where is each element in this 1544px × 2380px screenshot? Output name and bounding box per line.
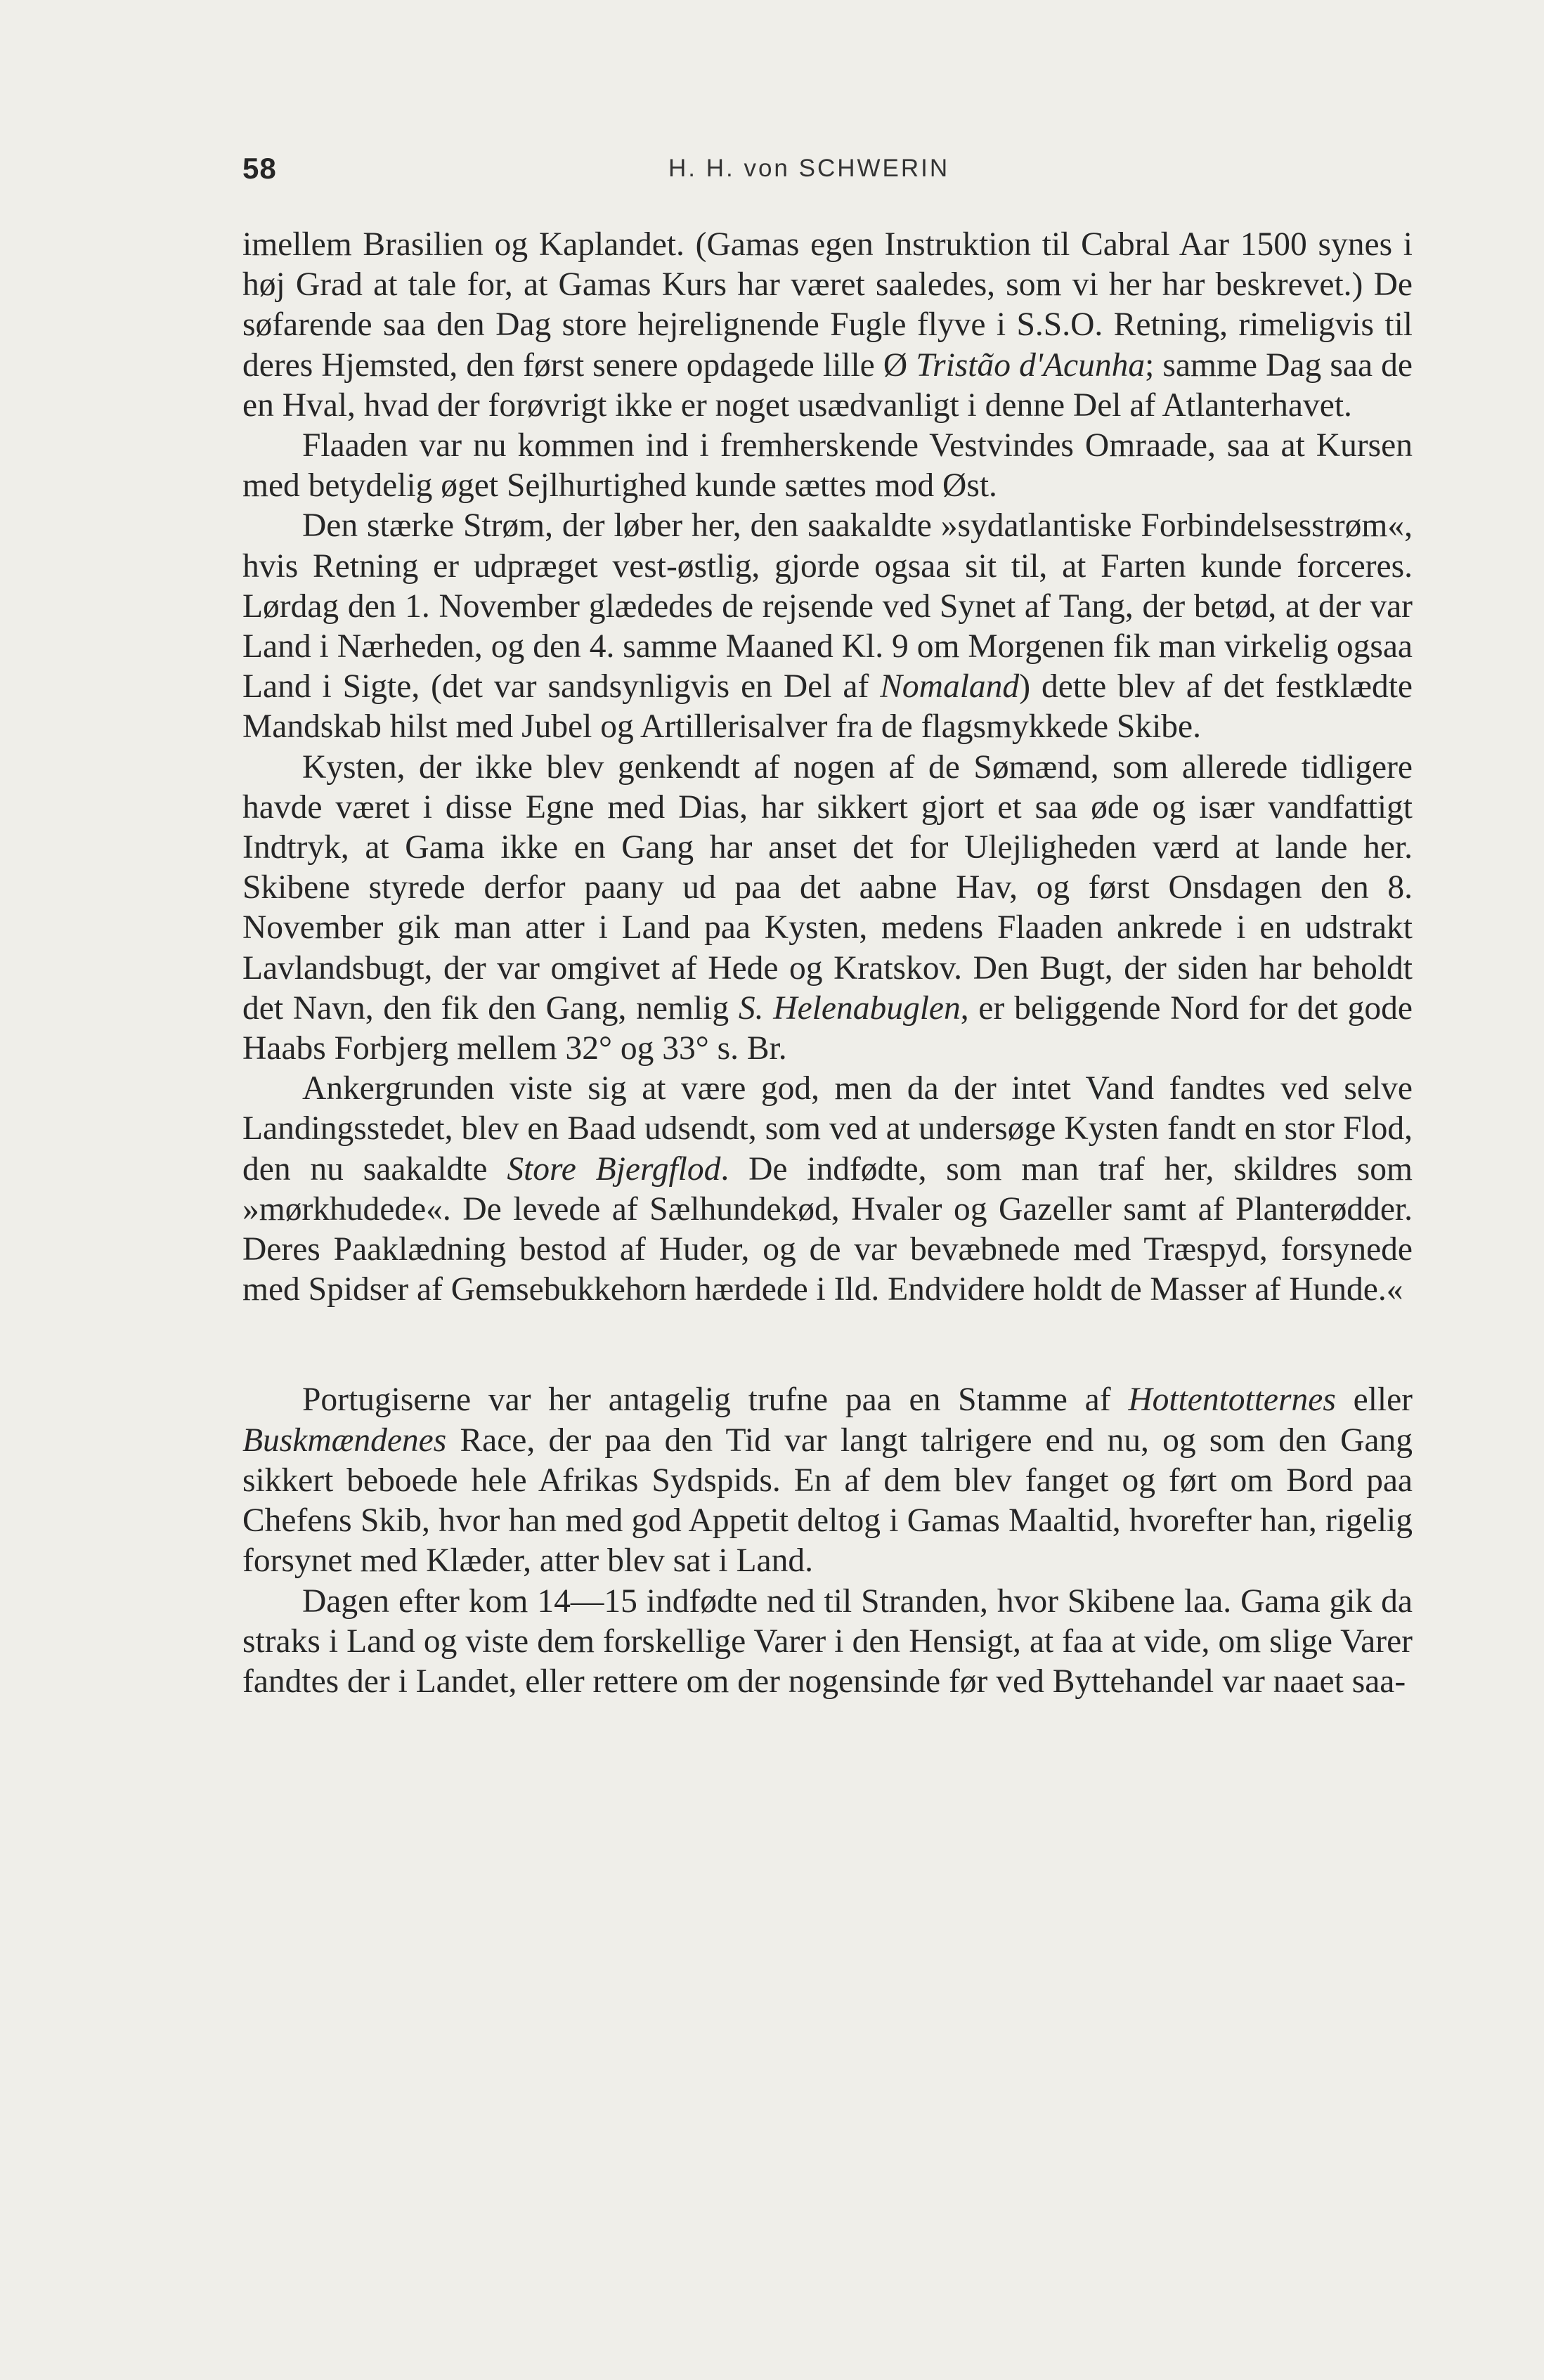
page-header [242,152,1413,194]
paragraph: Kysten, der ikke blev genkendt af nogen af de Sømænd, som allerede tidligere havde været i disse Egne med Dias, har sikkert gjort et saa øde og især vandfattigt Indtryk, at Gama ikke en Gang har anset det for Ulejligheden værd at lande her. Skibene styrede derfor paany ud paa det aabne Hav, og først Onsdagen den 8. November gik man atter i Land paa Kysten, medens Flaaden ankrede i en udstrakt Lavlandsbugt, der var omgivet af Hede og Kratskov. Den Bugt, der siden har beholdt det Navn, den fik den Gang, nemlig S. Helenabuglen, er beliggende Nord for det gode Haabs Forbjerg mellem 32° og 33° s. Br. [242,748,1413,1067]
italic-place-name: S. Helenabuglen [738,989,961,1027]
running-head: H. H. von SCHWERIN [668,155,950,182]
italic-place-name: Tristão d'Acunha [916,346,1146,384]
italic-place-name: Store Bjergflod [507,1150,721,1188]
page-number: 58 [242,152,277,185]
paragraph: Dagen efter kom 14—15 indfødte ned til Stranden, hvor Skibene laa. Gama gik da straks i Land og viste dem forskellige Varer i den Hensigt, at faa at vide, om slige Varer fandtes der i Landet, eller rettere om der nogensinde før ved Byttehandel var naaet saa- [242,1582,1413,1700]
paragraph: Ankergrunden viste sig at være god, men da der intet Vand fandtes ved selve Landingsstedet, blev en Baad udsendt, som ved at undersøge Kysten fandt en stor Flod, den nu saakaldte Store Bjergflod. De indfødte, som man traf her, skildres som »mørkhudede«. De levede af Sælhundekød, Hvaler og Gazeller samt af Planterødder. Deres Paaklædning bestod af Huder, og de var bevæbnede med Træspyd, forsynede med Spidser af Gemsebukkehorn hærdede i Ild. Endvidere holdt de Masser af Hunde.« [242,1070,1413,1308]
paragraph: Portugiserne var her antagelig trufne paa en Stamme af Hottentotternes eller Buskmændenes Race, der paa den Tid var langt talrigere end nu, og som den Gang sikkert beboede hele Afrikas Sydspids. En af dem blev fanget og ført om Bord paa Chefens Skib, hvor han med god Appetit deltog i Gamas Maaltid, hvorefter han, rigelig forsynet med Klæder, atter blev sat i Land. [242,1381,1413,1580]
italic-place-name: Nomaland [880,668,1020,705]
body-text [242,225,1413,1702]
italic-term: Hottentotternes [1128,1381,1336,1419]
paragraph: imellem Brasilien og Kaplandet. (Gamas egen Instruktion til Cabral Aar 1500 synes i høj Grad at tale for, at Gamas Kurs har været saaledes, som vi her har beskrevet.) De søfarende saa den Dag store hejrelignende Fugle flyve i S.S.O. Retning, rimeligvis til deres Hjemsted, den først senere opdagede lille Ø Tristão d'Acunha; samme Dag saa de en Hval, hvad der forøvrigt ikke er noget usædvanligt i denne Del af Atlanterhavet. [242,226,1413,424]
italic-term: Buskmændenes [242,1422,447,1459]
paragraph: Flaaden var nu kommen ind i fremherskende Vestvindes Omraade, saa at Kursen med betydelig øget Sejlhurtighed kunde sættes mod Øst. [242,427,1413,505]
paragraph: Den stærke Strøm, der løber her, den saakaldte »sydatlantiske Forbindelsesstrøm«, hvis Retning er udpræget vest-østlig, gjorde ogsaa sit til, at Farten kunde forceres. Lørdag den 1. November glædedes de rejsende ved Synet af Tang, der betød, at der var Land i Nærheden, og den 4. samme Maaned Kl. 9 om Morgenen fik man virkelig ogsaa Land i Sigte, (det var sandsynligvis en Del af Nomaland) dette blev af det festklædte Mandskab hilst med Jubel og Artillerisalver fra de flagsmykkede Skibe. [242,507,1413,746]
